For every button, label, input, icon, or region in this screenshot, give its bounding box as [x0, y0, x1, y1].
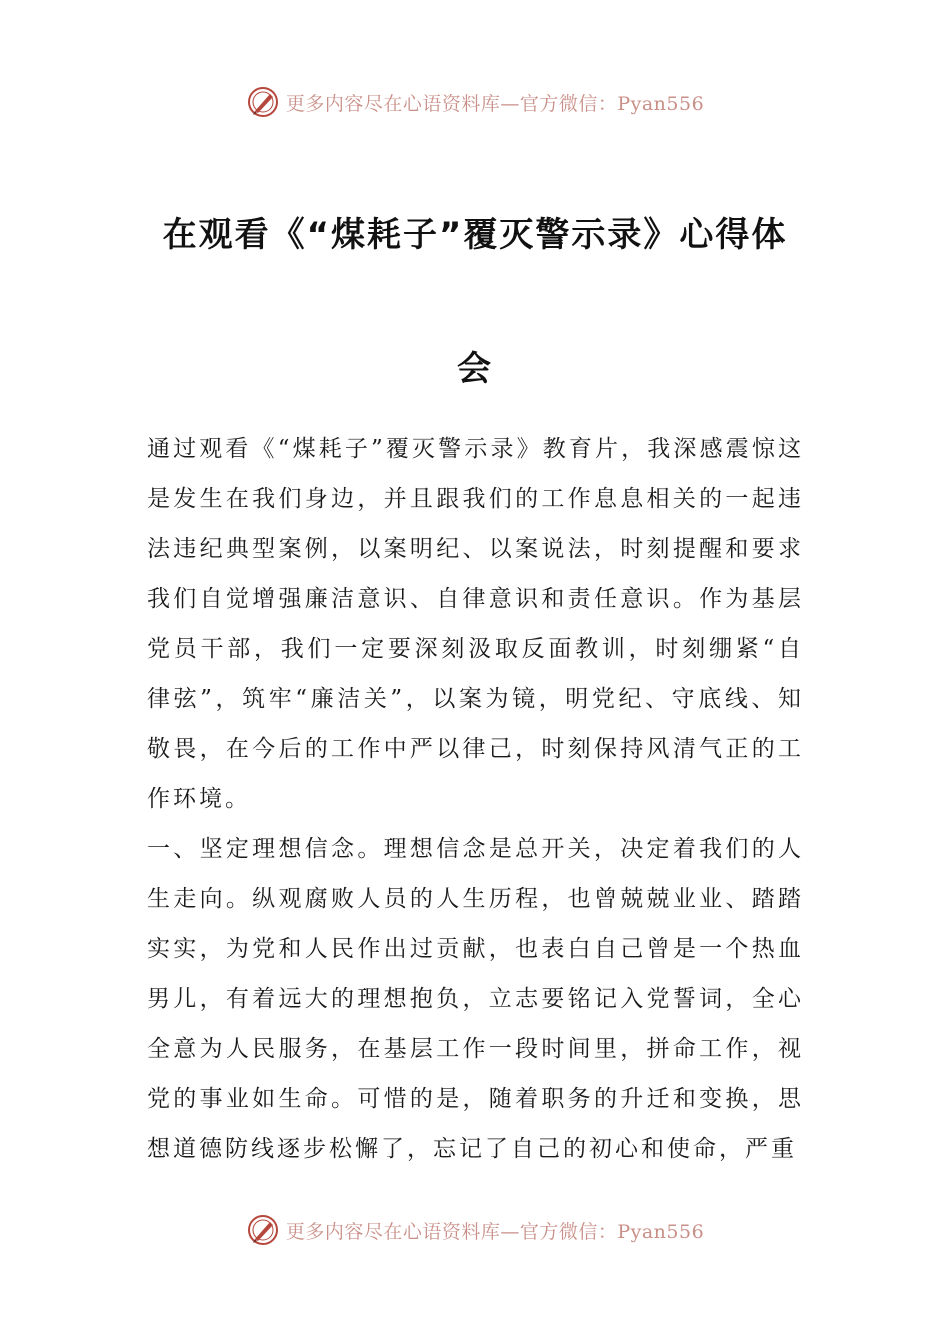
paragraph-intro: 通过观看《“煤耗子”覆灭警示录》教育片，我深感震惊这是发生在我们身边，并且跟我们的工作息息相关的一起违法违纪典型案例，以案明纪、以案说法，时刻提醒和要求我们自觉增强廉洁意识、自律意识和责任意识。作为基层党员干部，我们一定要深刻汲取反面教训，时刻绷紧“自律弦”，筑牢“廉洁关”，以案为镜，明党纪、守底线、知敬畏，在今后的工作中严以律己，时刻保持风清气正的工作环境。: [147, 436, 804, 812]
document-body: [147, 424, 804, 1174]
footer-banner: [0, 1208, 950, 1252]
document-title: 在观看《“煤耗子”覆灭警示录》心得体会: [162, 215, 788, 389]
header-banner-text: 更多内容尽在心语资料库—官方微信：Pyan556: [285, 92, 705, 115]
paragraph-section-1: 一、坚定理想信念。理想信念是总开关，决定着我们的人生走向。纵观腐败人员的人生历程，也曾兢兢业业、踏踏实实，为党和人民作出过贡献，也表白自己曾是一个热血男儿，有着远大的理想抱负，立志要铭记入党誓词，全心全意为人民服务，在基层工作一段时间里，拼命工作，视党的事业如生命。可惜的是，随着职务的升迁和变换，思想道德防线逐步松懈了，忘记了自己的初心和使命，严重: [147, 836, 804, 1162]
pen-seal-logo-icon: [246, 85, 280, 119]
footer-banner-text: 更多内容尽在心语资料库—官方微信：Pyan556: [285, 1220, 705, 1243]
pen-seal-logo-icon: [246, 1213, 280, 1247]
header-banner: [0, 80, 950, 124]
